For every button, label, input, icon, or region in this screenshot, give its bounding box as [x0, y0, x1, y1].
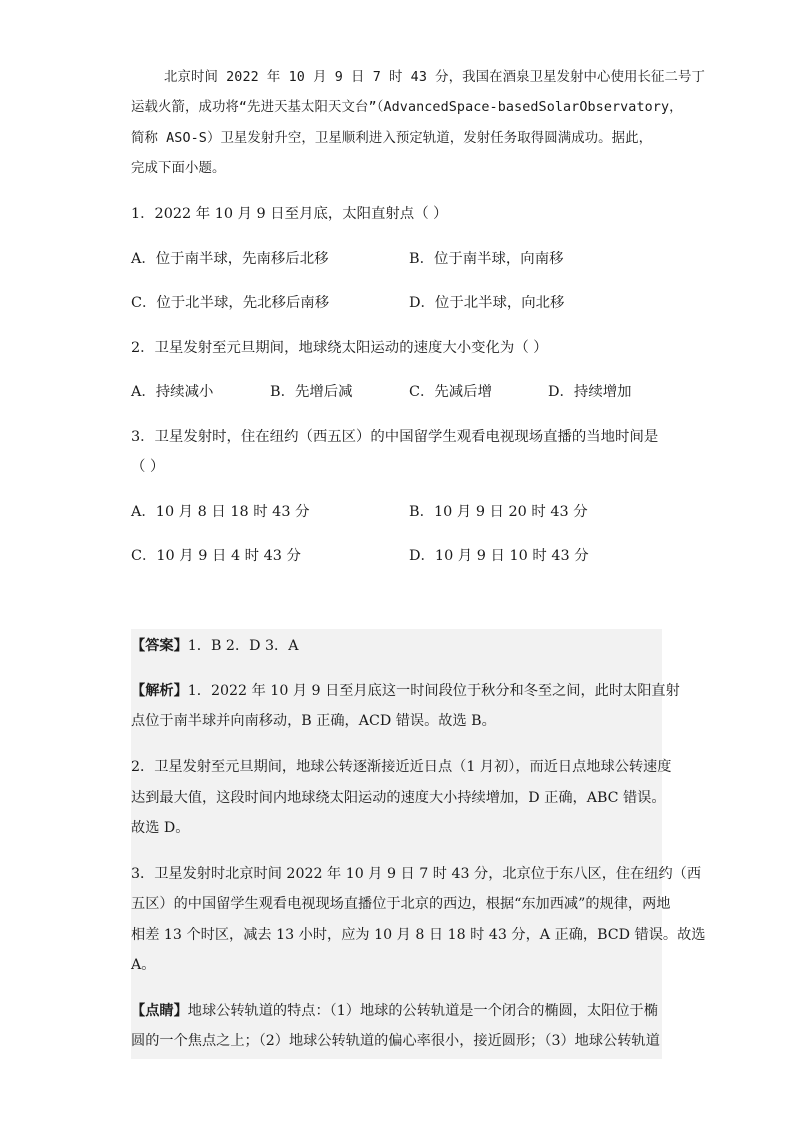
comment-label: 【点睛】	[131, 1003, 188, 1019]
intro-line: 运载火箭，成功将“先进天基太阳天文台”（AdvancedSpace-basedSolarObservatory，	[131, 100, 683, 115]
question-3-option-a: A．10 月 8 日 18 时 43 分	[131, 504, 310, 520]
question-2-stem: 2．卫星发射至元旦期间，地球绕太阳运动的速度大小变化为（ ）	[131, 340, 548, 356]
question-2-option-d: D．持续增加	[548, 384, 632, 400]
question-3-stem: 3．卫星发射时，住在纽约（西五区）的中国留学生观看电视现场直播的当地时间是	[131, 429, 659, 445]
analysis-line: 3．卫星发射时北京时间 2022 年 10 月 9 日 7 时 43 分，北京位于东八区，住在纽约（西	[131, 866, 702, 882]
analysis-line: 达到最大值，这段时间内地球绕太阳运动的速度大小持续增加，D 正确，ABC 错误。	[131, 790, 666, 806]
analysis-line: A。	[131, 957, 156, 973]
question-1-option-b: B．位于南半球，向南移	[409, 251, 564, 267]
question-1-option-c: C．位于北半球，先北移后南移	[131, 295, 330, 311]
answer-text: 1．B 2．D 3．A	[187, 638, 299, 654]
analysis-line	[131, 681, 680, 701]
question-1-option-a: A．位于南半球，先南移后北移	[131, 251, 329, 267]
comment-text: 地球公转轨道的特点：（1）地球的公转轨道是一个闭合的椭圆，太阳位于椭	[187, 1003, 658, 1019]
intro-line: 北京时间 2022 年 10 月 9 日 7 时 43 分，我国在酒泉卫星发射中心使用长征二号丁	[164, 70, 705, 85]
question-2-option-a: A．持续减小	[131, 384, 214, 400]
analysis-line: 2．卫星发射至元旦期间，地球公转逐渐接近近日点（1 月初），而近日点地球公转速度	[131, 759, 672, 775]
intro-line: 简称 ASO-S）卫星发射升空，卫星顺利进入预定轨道，发射任务取得圆满成功。据此，	[131, 131, 653, 146]
comment-line: 圆的一个焦点之上；（2）地球公转轨道的偏心率很小，接近圆形；（3）地球公转轨道	[131, 1033, 660, 1049]
analysis-line: 相差 13 个时区，减去 13 小时，应为 10 月 8 日 18 时 43 分，A 正确，BCD 错误。故选	[131, 927, 706, 943]
question-3-option-d: D．10 月 9 日 10 时 43 分	[409, 548, 589, 564]
question-3-option-c: C．10 月 9 日 4 时 43 分	[131, 548, 301, 564]
analysis-text: 1．2022 年 10 月 9 日至月底这一时间段位于秋分和冬至之间，此时太阳直射	[187, 683, 680, 699]
analysis-line: 点位于南半球并向南移动，B 正确，ACD 错误。故选 B。	[131, 713, 496, 729]
intro-line: 完成下面小题。	[131, 161, 226, 176]
question-2-option-c: C．先减后增	[409, 384, 492, 400]
question-3-stem-bracket: （ ）	[131, 459, 165, 475]
question-1-stem: 1．2022 年 10 月 9 日至月底，太阳直射点（ ）	[131, 206, 448, 222]
analysis-line: 五区）的中国留学生观看电视现场直播位于北京的西边，根据“东加西减”的规律，两地	[131, 896, 671, 912]
question-1-option-d: D．位于北半球，向北移	[409, 295, 565, 311]
analysis-line: 故选 D。	[131, 820, 190, 836]
answer-label: 【答案】	[131, 638, 188, 654]
question-3-option-b: B．10 月 9 日 20 时 43 分	[409, 504, 588, 520]
question-2-option-b: B．先增后减	[270, 384, 353, 400]
analysis-label: 【解析】	[131, 683, 188, 699]
comment-line	[131, 1001, 658, 1021]
answer-line	[131, 636, 298, 656]
